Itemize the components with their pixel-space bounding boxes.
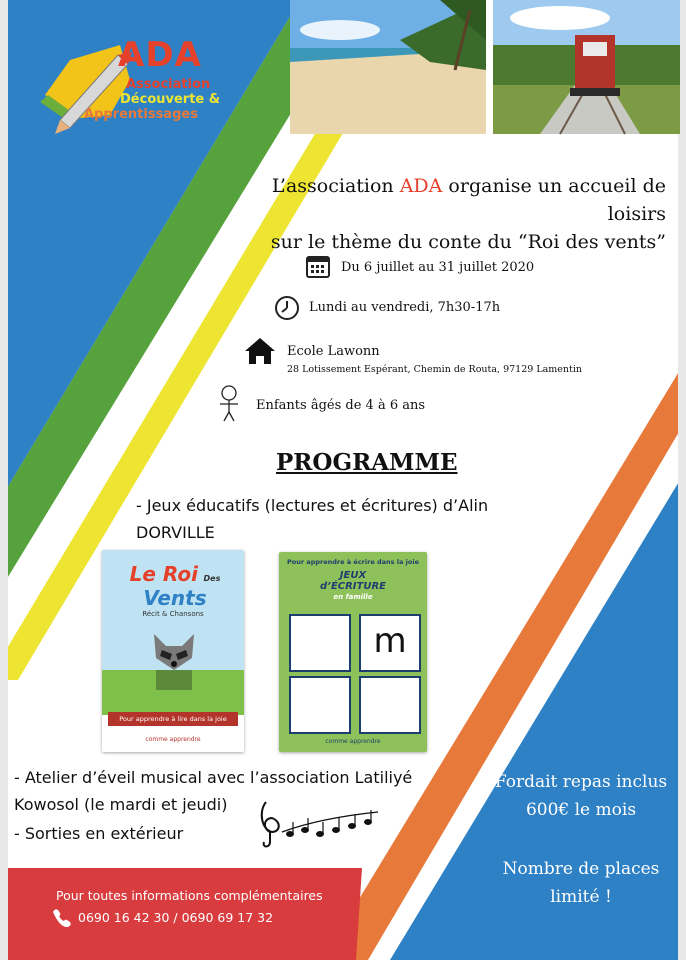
programme-item-2 (14, 764, 412, 818)
places-info-line-1: Nombre de places (502, 859, 660, 879)
programme-item-2-line-2: Kowosol (le mardi et jeudi) (14, 795, 228, 814)
meal-info-line-1: Fordait repas inclus (494, 772, 668, 792)
programme-item-2-line-1: - Atelier d’éveil musical avec l’association Latiliyé (14, 768, 413, 787)
calendar-icon (307, 257, 329, 277)
book2-panel-1 (289, 614, 351, 672)
contact-phones: 0690 16 42 30 / 0690 69 17 32 (78, 910, 274, 925)
headline-line-2: sur le thème du conte du “Roi des vents” (270, 231, 666, 253)
programme-title: PROGRAMME (276, 449, 458, 476)
contact-label: Pour toutes informations complémentaires (56, 888, 323, 903)
book1-title (110, 562, 240, 610)
headline-text-b: organise un accueil de loisirs (442, 175, 666, 225)
book2-title-line-3: en famille (333, 593, 373, 601)
hours-text: Lundi au vendredi, 7h30-17h (309, 300, 501, 315)
book1-title-line-1: Le Roi (129, 562, 198, 586)
dates-text: Du 6 juillet au 31 juillet 2020 (341, 260, 535, 275)
programme-item-3: - Sorties en extérieur (14, 824, 184, 843)
place-name: Ecole Lawonn (287, 344, 380, 359)
train-photo (493, 0, 680, 134)
book2-panel-2: m (359, 614, 421, 672)
raccoon-illustration (148, 630, 200, 690)
beach-photo (290, 0, 486, 134)
meal-info-line-2: 600€ le mois (525, 800, 637, 820)
book2-title-line-2: d’ÉCRITURE (319, 581, 387, 592)
book1-subtitle: Récit & Chansons (142, 610, 204, 618)
programme-item-1-line-2: DORVILLE (136, 523, 215, 542)
logo-line-2: Découverte & (120, 92, 221, 107)
book-le-roi-des-vents (102, 550, 244, 752)
logo-acronym: ADA (118, 35, 202, 75)
book2-panel-3 (289, 676, 351, 734)
headline-acronym: ADA (399, 175, 443, 197)
book1-footer: comme apprendre (145, 736, 201, 743)
book1-banner: Pour apprendre à lire dans la joie (108, 712, 238, 726)
places-info (486, 855, 676, 911)
meal-info (486, 768, 676, 824)
book2-title-line-1: JEUX (339, 570, 367, 581)
places-info-line-2: limité ! (550, 887, 612, 907)
headline (246, 172, 666, 256)
book1-title-line-2: Vents (143, 586, 207, 610)
clock-icon (276, 297, 298, 319)
place-address: 28 Lotissement Espérant, Chemin de Routa, 97129 Lamentin (287, 364, 583, 375)
headline-line-1 (246, 172, 666, 228)
book2-footer: comme apprendre (325, 738, 381, 745)
book2-top: Pour apprendre à écrire dans la joie (286, 558, 419, 566)
book2-panel-4 (359, 676, 421, 734)
book-jeux-d-ecriture (279, 552, 427, 752)
headline-text-a: L’association (271, 175, 400, 197)
programme-item-1 (136, 492, 488, 546)
logo-line-3: Apprentissages (84, 107, 198, 122)
ages-text: Enfants âgés de 4 à 6 ans (256, 398, 426, 413)
logo-line-1: Association (126, 77, 211, 92)
book2-title (279, 570, 427, 603)
programme-item-1-line-1: - Jeux éducatifs (lectures et écritures) d’Alin (136, 496, 489, 515)
book1-title-small: Des (203, 574, 221, 583)
